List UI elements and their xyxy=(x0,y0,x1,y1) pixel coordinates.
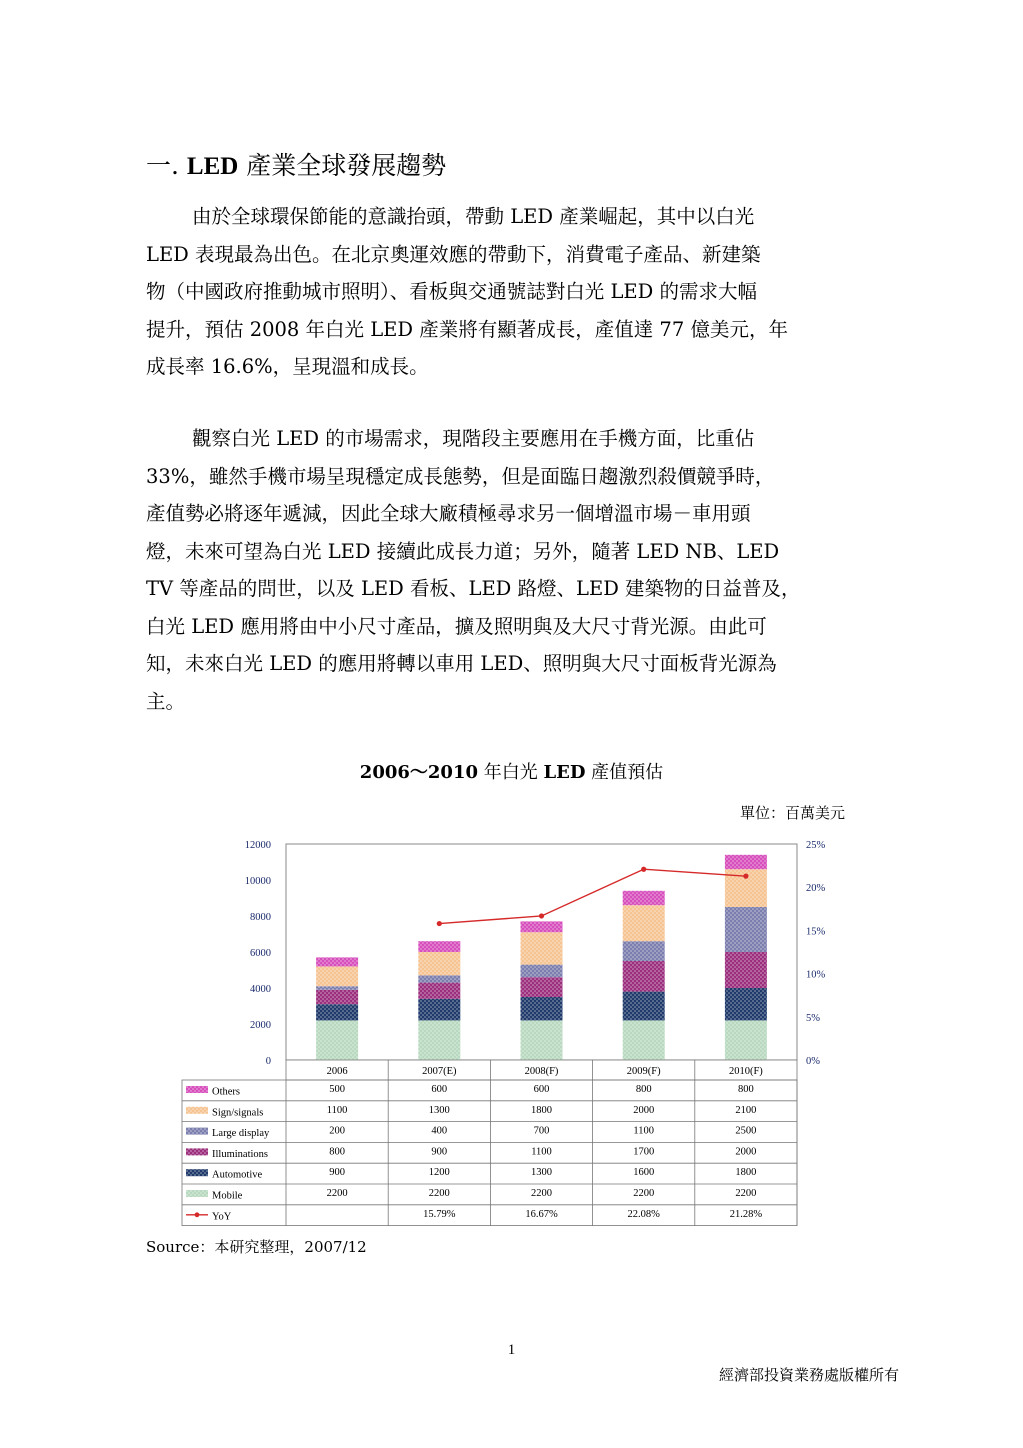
y2-tick-label: 10% xyxy=(806,969,826,981)
paragraph-line: 白光 LED 應用將由中小尺寸產品，擴及照明與及大尺寸背光源。由此可 xyxy=(146,614,767,638)
category-label: 2007(E) xyxy=(422,1066,457,1077)
paragraph-line: 觀察白光 LED 的市場需求，現階段主要應用在手機方面，比重佔 xyxy=(192,427,755,450)
bar-segment xyxy=(725,988,767,1020)
table-cell-value: 1800 xyxy=(531,1104,552,1116)
paragraph-line: 燈，未來可望為白光 LED 接續此成長力道；另外，隨著 LED NB、LED xyxy=(146,539,780,563)
heading-bold: LED xyxy=(186,153,239,180)
bar-segment xyxy=(725,1020,767,1060)
bar-segment xyxy=(521,932,563,964)
paragraph-line: 主。 xyxy=(146,689,186,713)
legend-swatch xyxy=(186,1107,208,1114)
bar-segment xyxy=(418,975,460,982)
category-label: 2009(F) xyxy=(626,1066,661,1077)
table-cell-value: 1300 xyxy=(531,1167,552,1179)
bar-segment xyxy=(521,997,563,1020)
bar-segment xyxy=(316,1020,358,1060)
paragraph-line: 知，未來白光 LED 的應用將轉以車用 LED、照明與大尺寸面板背光源為 xyxy=(146,652,777,675)
table-cell-value: 2500 xyxy=(735,1125,757,1137)
table-cell-value: 2200 xyxy=(326,1188,348,1199)
legend-label: Large display xyxy=(212,1128,270,1140)
yoy-line xyxy=(439,869,746,923)
table-cell-value: 700 xyxy=(533,1125,550,1137)
stacked-bar-chart xyxy=(170,830,830,1230)
y-tick-label: 8000 xyxy=(250,912,271,923)
bar-segment xyxy=(418,999,460,1021)
table-cell-value: 2100 xyxy=(735,1104,757,1116)
yoy-point xyxy=(539,913,544,918)
y-tick-label: 12000 xyxy=(244,840,271,851)
y-tick-label: 0 xyxy=(265,1056,271,1067)
table-cell-value: 900 xyxy=(329,1167,345,1179)
table-cell-value: 1600 xyxy=(633,1167,655,1179)
category-label: 2010(F) xyxy=(728,1066,763,1077)
legend-label: Others xyxy=(212,1086,240,1098)
unit-label: 單位：百萬美元 xyxy=(739,804,845,822)
chart-title-mid: 年白光 xyxy=(478,762,544,783)
table-cell-value: 2000 xyxy=(633,1104,655,1116)
paragraph-2 xyxy=(146,420,864,720)
y2-tick-label: 5% xyxy=(806,1012,820,1024)
section-heading xyxy=(146,146,446,182)
table-cell-value: 400 xyxy=(431,1125,448,1137)
y-tick-label: 6000 xyxy=(250,948,271,959)
chart-title-led: LED xyxy=(543,762,586,783)
paragraph-line: LED 表現最為出色。在北京奧運效應的帶動下，消費電子產品、新建築 xyxy=(146,242,761,266)
bar-segment xyxy=(316,966,358,986)
table-cell-value: 1700 xyxy=(633,1146,655,1158)
y-tick-label: 2000 xyxy=(250,1020,271,1031)
paragraph-line: 由於全球環保節能的意識抬頭，帶動 LED 產業崛起，其中以白光 xyxy=(192,205,755,228)
yoy-point xyxy=(743,874,748,879)
y2-tick-label: 0% xyxy=(806,1056,820,1067)
table-cell-value: 1800 xyxy=(735,1167,757,1179)
legend-label: Mobile xyxy=(212,1190,243,1202)
paragraph-1 xyxy=(146,198,864,386)
bar-segment xyxy=(623,941,665,961)
table-cell-value: 800 xyxy=(635,1084,652,1095)
table-cell-value: 800 xyxy=(738,1084,754,1095)
paragraph-line: TV 等產品的問世，以及 LED 看板、LED 路燈、LED 建築物的日益普及， xyxy=(146,577,801,600)
legend-swatch xyxy=(186,1169,208,1176)
table-cell-value: 800 xyxy=(329,1146,345,1158)
legend-marker xyxy=(195,1212,200,1217)
bar-segment xyxy=(316,1004,358,1020)
bar-segment xyxy=(521,977,563,997)
y2-tick-label: 25% xyxy=(806,840,826,851)
table-cell-value: 16.67% xyxy=(525,1208,558,1220)
paragraph-line: 成長率 16.6%，呈現溫和成長。 xyxy=(146,355,429,378)
bar-segment xyxy=(725,907,767,952)
table-cell-value: 1100 xyxy=(531,1146,552,1158)
category-label: 2006 xyxy=(326,1066,348,1077)
table-cell-value: 600 xyxy=(431,1084,448,1095)
source-note: Source：本研究整理，2007/12 xyxy=(146,1238,367,1256)
heading-rest: 產業全球發展趨勢 xyxy=(246,151,447,180)
paragraph-line: 33%，雖然手機市場呈現穩定成長態勢，但是面臨日趨激烈殺價競爭時， xyxy=(146,464,775,488)
table-cell-value: 1200 xyxy=(428,1167,450,1179)
bar-segment xyxy=(316,986,358,990)
table-cell-value: 600 xyxy=(533,1084,550,1095)
chart-title-years: 2006～2010 xyxy=(359,762,478,783)
bar-segment xyxy=(521,1020,563,1060)
table-cell-value: 2000 xyxy=(735,1146,757,1158)
bar-segment xyxy=(316,990,358,1004)
bar-segment xyxy=(418,983,460,999)
bar-segment xyxy=(623,891,665,905)
y2-tick-label: 20% xyxy=(806,883,826,895)
y-tick-label: 10000 xyxy=(244,876,271,887)
copyright-note: 經濟部投資業務處版權所有 xyxy=(718,1366,899,1384)
table-cell-value: 15.79% xyxy=(423,1208,456,1220)
legend-swatch xyxy=(186,1086,208,1093)
paragraph-line: 產值勢必將逐年遞減，因此全球大廠積極尋求另一個增溫市場－車用頭 xyxy=(146,502,751,525)
bar-segment xyxy=(623,992,665,1021)
y-tick-label: 4000 xyxy=(250,984,271,995)
bar-segment xyxy=(623,961,665,992)
table-cell-value: 2200 xyxy=(735,1188,757,1199)
table-cell-value: 2200 xyxy=(428,1188,450,1199)
legend-label: Automotive xyxy=(212,1169,263,1181)
table-frame xyxy=(182,1080,797,1226)
bar-segment xyxy=(418,952,460,975)
table-cell-value: 2200 xyxy=(633,1188,655,1199)
bar-segment xyxy=(418,1020,460,1060)
legend-swatch xyxy=(186,1190,208,1197)
bar-segment xyxy=(316,957,358,966)
legend-swatch xyxy=(186,1148,208,1155)
legend-swatch xyxy=(186,1128,208,1135)
table-cell-value: 1100 xyxy=(326,1104,348,1116)
chart-title-end: 產值預估 xyxy=(585,762,664,783)
chart-title xyxy=(0,758,1023,784)
legend-label: Sign/signals xyxy=(212,1107,264,1119)
bar-segment xyxy=(623,905,665,941)
bar-segment xyxy=(725,952,767,988)
paragraph-line: 提升，預估 2008 年白光 LED 產業將有顯著成長，產值達 77 億美元，年 xyxy=(146,317,788,341)
table-cell-value: 21.28% xyxy=(729,1208,763,1220)
yoy-point xyxy=(641,867,646,872)
yoy-point xyxy=(437,921,442,926)
table-cell-value: 1100 xyxy=(633,1125,655,1137)
bar-segment xyxy=(623,1020,665,1060)
bar-segment xyxy=(418,941,460,952)
legend-label: YoY xyxy=(212,1211,232,1223)
table-cell-value: 22.08% xyxy=(627,1208,660,1220)
heading-prefix: 一. xyxy=(146,151,179,180)
bar-segment xyxy=(521,965,563,978)
table-cell-value: 1300 xyxy=(428,1104,450,1116)
y2-tick-label: 15% xyxy=(806,926,826,938)
table-cell-value: 500 xyxy=(329,1084,345,1095)
bar-segment xyxy=(521,921,563,932)
legend-label: Illuminations xyxy=(212,1148,268,1160)
category-label: 2008(F) xyxy=(524,1066,559,1077)
table-cell-value: 900 xyxy=(431,1146,448,1158)
page-number: 1 xyxy=(507,1342,516,1358)
bar-segment xyxy=(725,855,767,869)
table-cell-value: 200 xyxy=(329,1125,345,1137)
table-cell-value: 2200 xyxy=(531,1188,552,1199)
paragraph-line: 物（中國政府推動城市照明）、看板與交通號誌對白光 LED 的需求大幅 xyxy=(146,280,757,303)
